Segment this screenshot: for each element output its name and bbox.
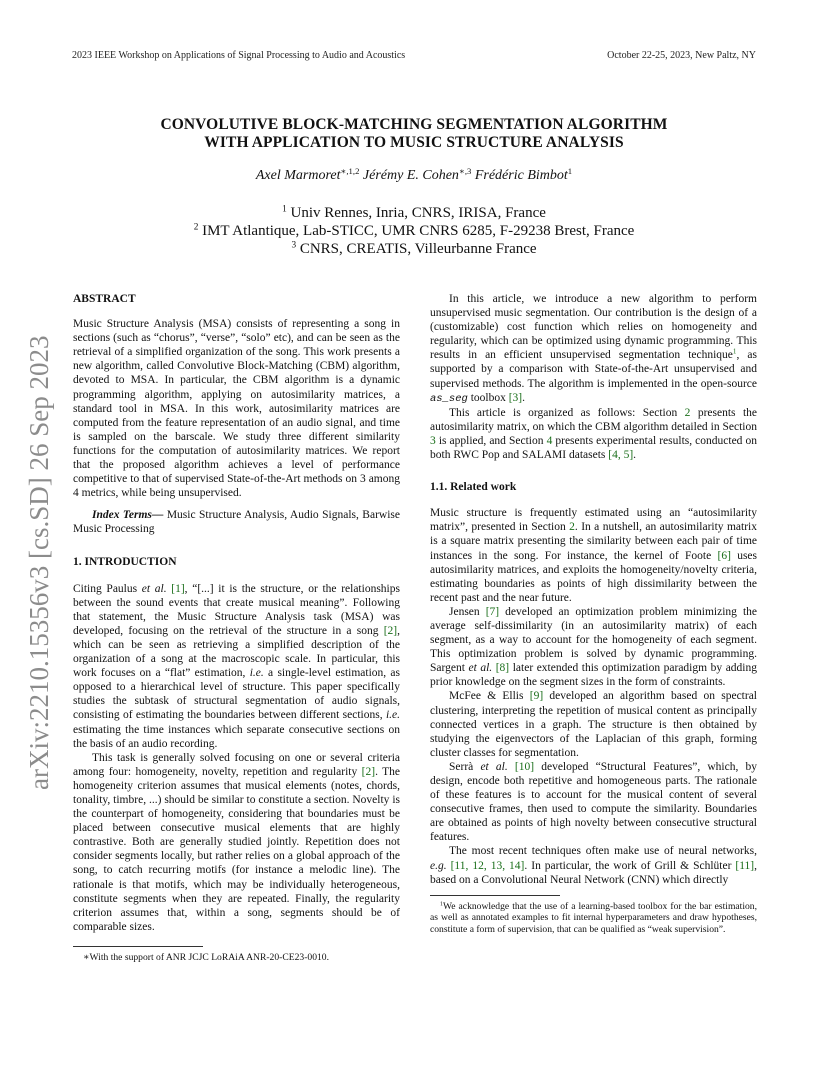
- text-run: McFee & Ellis: [449, 690, 530, 703]
- text-run: e.g.: [430, 859, 447, 872]
- abstract-heading: ABSTRACT: [73, 293, 136, 305]
- author-list: [0, 165, 828, 184]
- citation-link[interactable]: [10]: [507, 760, 535, 773]
- text-run: et al.: [480, 760, 508, 773]
- affiliation-mark: 1: [282, 204, 287, 215]
- author-affil-mark: 1: [567, 165, 573, 176]
- citation-link[interactable]: [9]: [529, 690, 544, 703]
- citation-link[interactable]: [7]: [485, 605, 500, 618]
- footnote-funding: ∗With the support of ANR JCJC LoRAiA ANR-20-CE23-0010.: [83, 951, 329, 963]
- text-run: presents experimental results, conducted on both RWC Pop and SALAMI datasets: [430, 434, 757, 462]
- section-link[interactable]: 2: [684, 406, 691, 419]
- related-paragraph-3: [430, 689, 757, 759]
- affiliation: [0, 240, 828, 258]
- right-column: [430, 292, 757, 936]
- text-run: . In particular, the work of Grill & Schlüter: [524, 859, 736, 872]
- organization-paragraph: [430, 406, 757, 462]
- text-run: developed an algorithm based on spectral clustering, interpreting the repetition of musical content as principally connected vertices in a graph. The structure is then obtained by studying the eigenvectors of the Laplacian of this graph, forming cluster classes for segmentation.: [430, 690, 757, 759]
- citation-link[interactable]: [8]: [492, 662, 510, 675]
- text-run: , which can be seen as retrieving a simplified description of the organization of a song at the macroscopic scale. In particular, this work focuses on a “flat” estimation,: [73, 624, 400, 680]
- affiliation-mark: 3: [291, 240, 297, 251]
- text-run: developed “Structural Features”, which, by design, encode both repetitive and homogeneous parts. The rationale of these features is to account for the musical content of several consecutive frames, then used to compute the similarity. Boundaries are obtained as points of high novelty between consecutive structural features.: [430, 760, 758, 844]
- text-run: , as supported by a comparison with State-of-the-Art unsupervised and supervised methods. The algorithm is implemented in the open-source: [430, 349, 757, 390]
- citation-link[interactable]: [4, 5]: [608, 449, 634, 462]
- title-line-1: CONVOLUTIVE BLOCK-MATCHING SEGMENTATION ALGORITHM: [160, 116, 668, 133]
- text-run: .: [633, 449, 637, 462]
- title-line-2: WITH APPLICATION TO MUSIC STRUCTURE ANALYSIS: [204, 134, 624, 151]
- intro-paragraph-1: [73, 582, 400, 751]
- text-run: estimating the time instances which separate consecutive sections on the basis of an audio recording.: [73, 723, 400, 750]
- citation-link[interactable]: [6]: [717, 549, 731, 562]
- text-run: This task is generally solved focusing on one or several criteria among four: homogeneity, novelty, repetition and regularity: [73, 751, 400, 778]
- citation-link[interactable]: [3]: [508, 391, 523, 404]
- left-column: [73, 292, 400, 964]
- affiliation-text: Univ Rennes, Inria, CNRS, IRISA, France: [290, 205, 546, 221]
- index-terms-text: Music Structure Analysis, Audio Signals, Barwise Music Processing: [73, 509, 400, 536]
- arxiv-identifier-stamp: arXiv:2210.15356v3 [cs.SD] 26 Sep 2023: [24, 335, 54, 790]
- text-run: The most recent techniques often make use of neural networks,: [449, 845, 757, 858]
- affiliation: [0, 222, 828, 240]
- citation-link[interactable]: [2]: [383, 624, 398, 637]
- related-work-heading: 1.1. Related work: [430, 481, 517, 494]
- text-run: presents the autosimilarity matrix, on which the CBM algorithm detailed in Section: [430, 406, 757, 433]
- text-run: .: [522, 391, 525, 404]
- text-run: a single-level estimation, as opposed to a hierarchical level of structure. This paper specifically studies the subtask of structural segmentation of audio signals, consisting of estimating the boundaries between different sections,: [73, 667, 401, 722]
- affiliation: [0, 204, 828, 222]
- related-paragraph-5: [430, 844, 757, 886]
- text-run: toolbox: [467, 391, 509, 404]
- text-run: . The homogeneity criterion assumes that musical elements (notes, chords, tonality, timbre, ...) should be similar to constitute a section. Novelty is the counterpart of homogeneity, considering that boundaries must be placed between consecutive musical elements that are highly contrastive. Both are generally studied jointly. Repetition does not consider segments locally, but rather relies on a global approach of the song, to catch recurring motifs (for instance a melodic line). The rationale is that motifs, which may be individually heterogeneous, constitute segments when they are repeated. Finally, the regularity criterion assumes that, within a song, segments should be of comparable sizes.: [73, 765, 401, 933]
- footnote-weak-supervision: [430, 901, 757, 936]
- contribution-paragraph: [430, 292, 757, 406]
- footnote-marker[interactable]: 1: [732, 348, 737, 357]
- running-header-right: October 22-25, 2023, New Paltz, NY: [607, 50, 756, 61]
- text-run: et al.: [468, 662, 493, 675]
- citation-link[interactable]: [11]: [735, 859, 755, 872]
- intro-heading: 1. INTRODUCTION: [73, 555, 177, 568]
- related-paragraph-1: [430, 506, 757, 605]
- text-run: uses autosimilarity matrices, and exploits the homogeneity/novelty criteria, estimating boundaries as points of high dissimilarity between the recent past and the near future.: [430, 549, 757, 604]
- intro-paragraph-2: [73, 751, 400, 934]
- text-run: later extended this optimization paradigm by adding prior knowledge on the segment sizes in the form of constraints.: [430, 662, 757, 689]
- text-run: et al.: [141, 582, 167, 595]
- text-run: Citing Paulus: [73, 582, 142, 595]
- text-run: . In a nutshell, an autosimilarity matrix is a square matrix presenting the similarity between each pair of time instances in the song. For instance, the kernel of Foote: [430, 521, 757, 562]
- toolbox-name: as_seg: [430, 392, 468, 405]
- section-link[interactable]: 4: [546, 434, 553, 447]
- abstract-text: Music Structure Analysis (MSA) consists of representing a song in sections (such as “chorus”, “verse”, “solo” etc), and can be seen as the retrieval of a simplified organization of the song. This work presents a new algorithm, called Convolutive Block-Matching (CBM) algorithm, devoted to MSA. In particular, the CBM algorithm is a dynamic programming algorithm, applying on autosimilarity matrices, a standard tool in MSA. In this work, autosimilarity matrices are computed from the feature representation of an audio signal, and time is sampled on the barscale. We study three different similarity functions for the computation of autosimilarity matrices. We report that the proposed algorithm achieves a level of performance competitive to that of supervised State-of-the-Art methods on 3 among 4 metrics, while being unsupervised.: [73, 318, 400, 500]
- text-run: Jensen: [449, 605, 486, 618]
- section-link[interactable]: 3: [430, 434, 436, 447]
- index-terms: [73, 508, 400, 536]
- paper-title: [0, 116, 828, 152]
- text-run: Music structure is frequently estimated using an “autosimilarity matrix”, presented in Section: [430, 507, 757, 534]
- author-name: Frédéric Bimbot: [474, 168, 568, 183]
- affiliation-list: [0, 204, 828, 258]
- running-header-left: 2023 IEEE Workshop on Applications of Signal Processing to Audio and Acoustics: [72, 50, 406, 61]
- citation-link[interactable]: [1]: [166, 582, 185, 595]
- affiliation-text: CNRS, CREATIS, Villeurbanne France: [299, 241, 537, 257]
- citation-link[interactable]: [11, 12, 13, 14]: [446, 859, 525, 872]
- text-run: Serrà: [449, 760, 481, 773]
- section-link[interactable]: 2: [569, 521, 575, 534]
- text-run: developed an optimization problem minimizing the average self-dissimilarity (in an autosimilarity matrix) of each segment, as a way to account for the homogeneity of each segment. This optimization problem is solved by dynamic programming. Sargent: [430, 605, 757, 675]
- related-paragraph-2: [430, 605, 757, 690]
- citation-link[interactable]: [2]: [361, 765, 376, 778]
- text-run: In this article, we introduce a new algorithm to perform unsupervised music segmentation. Our contribution is the design of a (customizable) cost function which relies on homogeneity and regularity, which can be optimized using dynamic programming. This results in an efficient unsupervised segmentation technique: [430, 293, 757, 362]
- footnote-number: 1: [440, 901, 443, 908]
- author-name: Axel Marmoret: [255, 168, 341, 183]
- author-affil-mark: ∗,3: [458, 165, 472, 176]
- footnote-text: We acknowledge that the use of a learning-based toolbox for the bar estimation, as well as annotated examples to fit internal hyperparameters and draw hypotheses, constitute a form of supervision, that can be qualified as “weak supervision”.: [430, 900, 757, 935]
- related-paragraph-4: [430, 760, 757, 845]
- index-terms-label: Index Terms—: [92, 509, 164, 522]
- text-run: i.e.: [385, 709, 400, 722]
- affiliation-mark: 2: [193, 222, 199, 233]
- author-affil-mark: ∗,1,2: [340, 165, 360, 176]
- text-run: i.e.: [249, 667, 264, 680]
- affiliation-text: IMT Atlantique, Lab-STICC, UMR CNRS 6285, F-29238 Brest, France: [202, 223, 635, 239]
- text-run: , based on a Convolutional Neural Network (CNN) which directly: [430, 859, 757, 886]
- text-run: , “[...] it is the structure, or the relationships between the sound events that create musical meaning”. Following that statement, the Music Structure Analysis task (MSA) was developed, focusing on the retrieval of the structure in a song: [73, 582, 400, 637]
- text-run: is applied, and Section: [435, 434, 547, 447]
- author-name: Jérémy E. Cohen: [362, 168, 459, 183]
- text-run: This article is organized as follows: Section: [449, 406, 685, 419]
